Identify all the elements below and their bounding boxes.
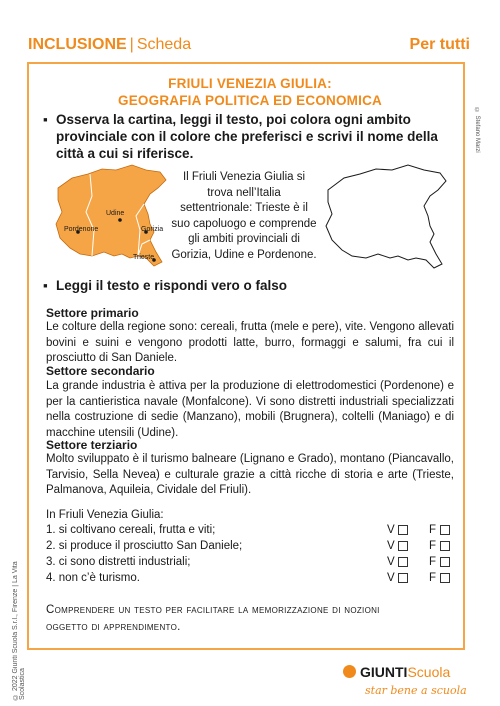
instruction-true-false xyxy=(43,277,443,294)
header-category xyxy=(28,36,191,54)
question-text: 4. non c’è turismo. xyxy=(46,572,140,584)
section-heading-secondary: Settore secondario xyxy=(46,364,155,378)
section-text-secondary: La grande industria è attiva per la produzione di elettrodomestici (Pordenone) e per la cantieristica navale (Monfalcone). Vi sono distretti industriali specializzati nella costruzione di sedie (Manzano), mobili (Brugnera), coltelli (Maniago) e di macchine utensili (Udine). xyxy=(46,380,454,439)
false-checkbox[interactable] xyxy=(440,557,450,567)
title-line-2: GEOGRAFIA POLITICA ED ECONOMICA xyxy=(118,93,382,108)
false-label: F xyxy=(429,524,437,536)
learning-goal-line-1: Comprendere un testo per facilitare la memorizzazione di nozioni xyxy=(46,604,380,616)
header-separator: | xyxy=(129,36,134,53)
publisher-logo xyxy=(343,664,473,700)
true-checkbox[interactable] xyxy=(398,573,408,583)
map-label-pordenone: Pordenone xyxy=(64,226,99,233)
page-header xyxy=(0,0,500,56)
blank-region-map xyxy=(320,160,450,270)
false-label: F xyxy=(429,556,437,568)
true-label: V xyxy=(387,572,395,584)
instruction-map-text: Osserva la cartina, leggi il testo, poi colora ogni ambito provinciale con il colore che preferisci e scrivi il nome della città a cui si riferisce. xyxy=(56,112,438,161)
logo-brand-suffix: Scuola xyxy=(407,664,451,680)
true-checkbox[interactable] xyxy=(398,541,408,551)
header-audience: Per tutti xyxy=(409,36,470,53)
true-label: V xyxy=(387,556,395,568)
logo-brand-name: GIUNTI xyxy=(360,664,408,680)
intro-paragraph: Il Friuli Venezia Giulia si trova nell’Italia settentrionale: Trieste è il suo capoluogo e comprende gli ambiti provinciali di Gorizia, Udine e Pordenone. xyxy=(171,171,317,261)
false-label: F xyxy=(429,540,437,552)
true-checkbox[interactable] xyxy=(398,525,408,535)
header-scheda: Scheda xyxy=(136,36,192,53)
false-label: F xyxy=(429,572,437,584)
logo-brand xyxy=(360,664,450,680)
header-inclusione: INCLUSIONE xyxy=(28,36,127,53)
logo-tagline: star bene a scuola xyxy=(365,684,467,697)
instruction-map xyxy=(43,111,458,162)
true-checkbox[interactable] xyxy=(398,557,408,567)
section-text-tertiary: Molto sviluppato è il turismo balneare (Lignano e Grado), montano (Piancavallo, Tarvisio, Sella Nevea) e culturale grazie a città ricche di storia e arte (Trieste, Palmanova, Aquileia, Cividale del Friuli). xyxy=(46,453,454,496)
logo-circle-icon xyxy=(343,665,356,678)
learning-goal-line-2: oggetto di apprendimento. xyxy=(46,621,181,633)
map-label-udine: Udine xyxy=(106,210,125,217)
question-row xyxy=(46,524,456,539)
map-label-gorizia: Gorizia xyxy=(141,226,164,233)
instruction-true-false-text: Leggi il testo e rispondi vero o falso xyxy=(56,278,288,293)
false-checkbox[interactable] xyxy=(440,541,450,551)
title-line-1: FRIULI VENEZIA GIULIA: xyxy=(168,76,332,91)
map-label-trieste: Trieste xyxy=(133,254,155,261)
true-label: V xyxy=(387,540,395,552)
section-text-primary: Le colture della regione sono: cereali, frutta (mele e pere), vite. Vengono allevati bovini e suini e vengono prodotti latte, burro, formaggi e salumi, fra cui il prosciutto di San Daniele. xyxy=(46,321,454,364)
section-heading-primary: Settore primario xyxy=(46,306,139,320)
false-checkbox[interactable] xyxy=(440,573,450,583)
copyright-illustrator: © Stefano Marzi xyxy=(474,108,480,153)
question-text: 2. si produce il prosciutto San Daniele; xyxy=(46,540,243,552)
question-row xyxy=(46,572,456,587)
bullet-icon: ▪ xyxy=(43,112,48,127)
section-heading-tertiary: Settore terziario xyxy=(46,438,138,452)
region-shape-outline xyxy=(326,165,446,268)
false-checkbox[interactable] xyxy=(440,525,450,535)
question-text: 3. ci sono distretti industriali; xyxy=(46,556,191,568)
true-label: V xyxy=(387,524,395,536)
city-dot xyxy=(118,218,122,222)
question-text: 1. si coltivano cereali, frutta e viti; xyxy=(46,524,216,536)
bullet-icon: ▪ xyxy=(43,278,48,293)
question-row xyxy=(46,540,456,555)
question-row xyxy=(46,556,456,571)
copyright-publisher: © 2022 Giunti Scuola S.r.l., Firenze | La Vita Scolastica xyxy=(12,561,26,700)
questions-intro: In Friuli Venezia Giulia: xyxy=(46,509,164,521)
